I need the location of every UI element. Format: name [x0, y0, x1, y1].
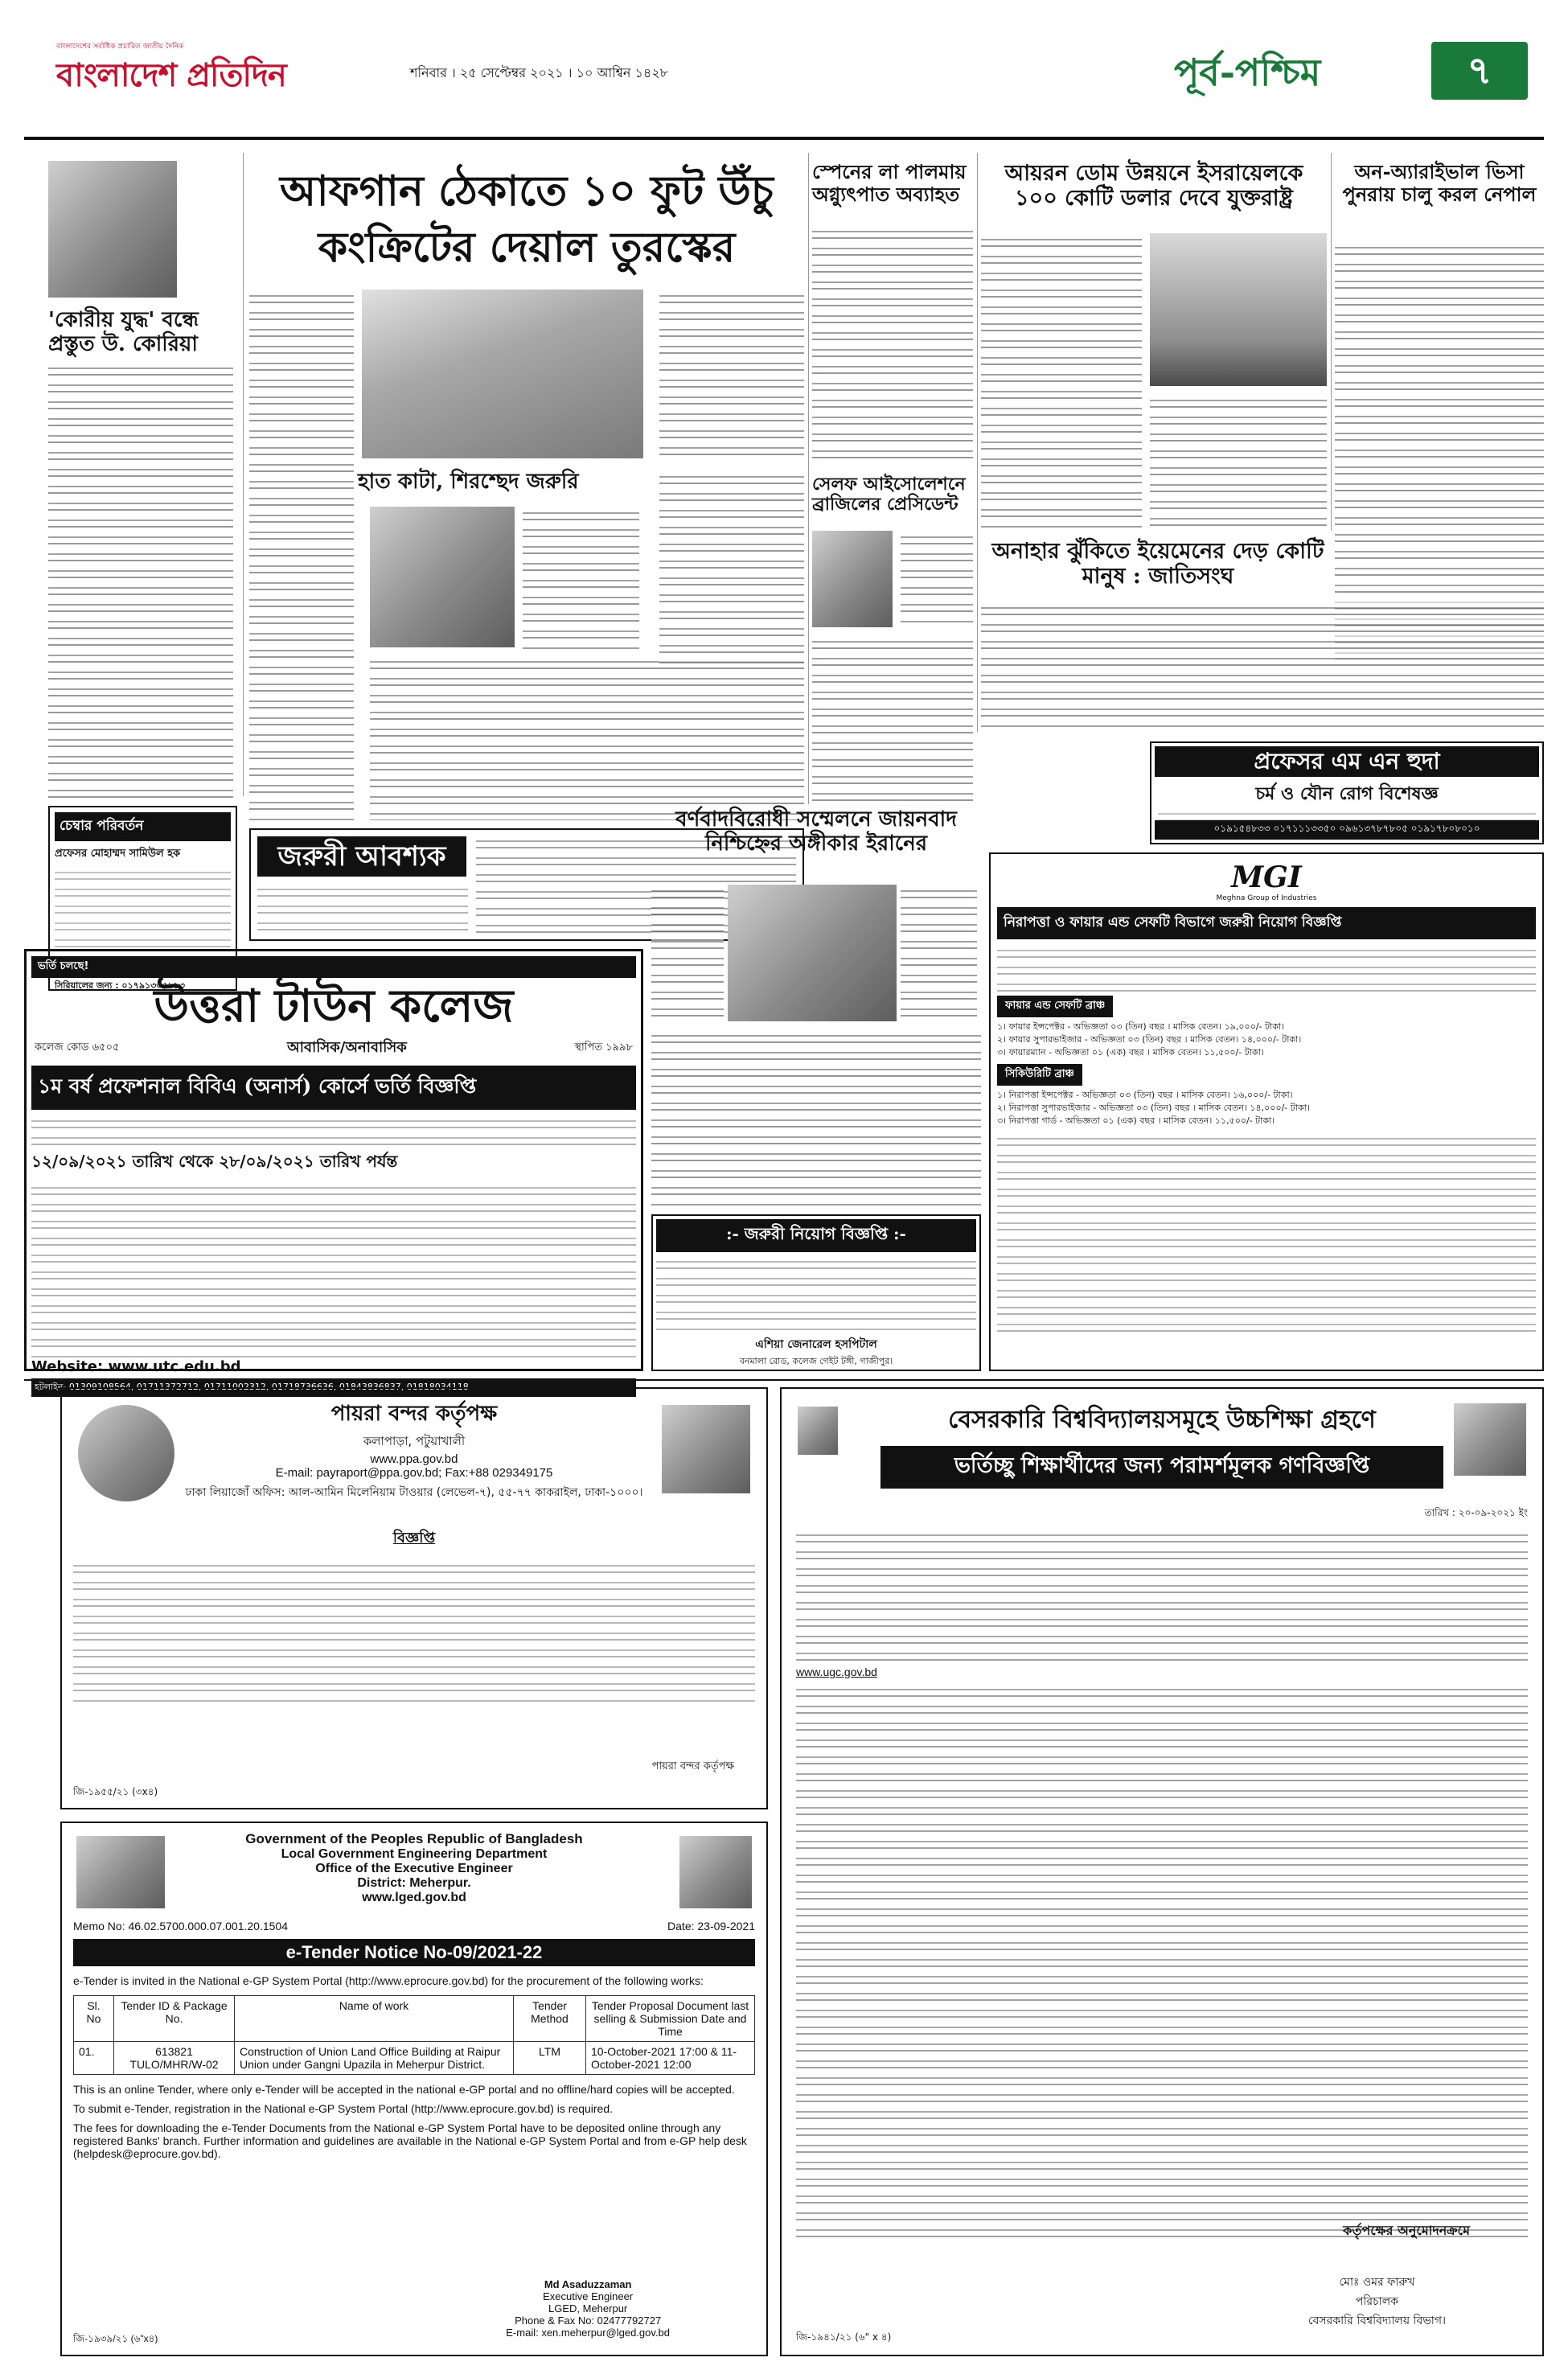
ugc-signer-dept: বেসরকারি বিশ্ববিদ্যালয় বিভাগ।	[1307, 2314, 1446, 2327]
lged-tender-ad	[60, 1822, 768, 2356]
afghan-body-col3	[659, 290, 804, 458]
masthead-date: শনিবার । ২৫ সেপ্টেম্বর ২০২১ । ১০ আশ্বিন ১৪২৮	[410, 65, 669, 80]
iran-body-c	[651, 1029, 981, 1206]
uttara-title: উত্তরা টাউন কলেজ	[154, 980, 514, 1033]
th-dates: Tender Proposal Document last selling & Submission Date and Time	[586, 1996, 755, 2042]
yemen-body	[981, 602, 1544, 730]
urgent-recruit-title: :- জরুরী নিয়োগ বিজ্ঞপ্তি :-	[656, 1219, 976, 1252]
uttara-website[interactable]: Website: www.utc.edu.bd	[31, 1358, 241, 1375]
lged-signer-title: Executive Engineer	[543, 2290, 634, 2302]
payra-port-ad	[60, 1387, 768, 1809]
payra-ref: জি-১৯৫৫/২১ (৩x৪)	[73, 1786, 158, 1797]
lged-memo: Memo No: 46.02.5700.000.07.001.20.1504	[73, 1920, 288, 1932]
lged-signer-phone: Phone & Fax No: 02477792727	[515, 2314, 662, 2327]
section-title: পূর্ব-পশ্চিম	[1174, 51, 1321, 94]
nepal-headline[interactable]: অন-অ্যারাইভাল ভিসা পুনরায় চালু করল নেপাল	[1342, 160, 1537, 206]
column-rule	[1331, 153, 1332, 531]
meghna-sec-post-1: ১। নিরাপত্তা ইন্সপেক্টর - অভিজ্ঞতা ০৩ (তিন) বছর । মাসিক বেতন। ১৬,০০০/- টাকা।	[997, 1090, 1293, 1100]
uttara-hotline: হটলাইন- 01309108564, 01711372712, 01711002312, 01718736636, 01843836837, 01818034118	[31, 1378, 636, 1397]
meghna-fire-post-3: ৩। ফায়ারম্যান - অভিজ্ঞতা ০১ (এক) বছর । মাসিক বেতন। ১১,৫০০/- টাকা।	[997, 1047, 1264, 1058]
brazil-body-b	[812, 635, 973, 808]
payra-signer: পায়রা বন্দর কর্তৃপক্ষ	[651, 1760, 734, 1772]
page-number-box	[1431, 42, 1528, 100]
payra-web[interactable]: www.ppa.gov.bd	[370, 1452, 458, 1466]
th-id: Tender ID & Package No.	[114, 1996, 235, 2042]
kim-yo-jong-photo	[48, 161, 177, 298]
urgent-recruit-hospital: এশিয়া জেনারেল হসপিটাল	[755, 1338, 877, 1351]
uttara-subtitle-row	[31, 1034, 636, 1062]
iron-dome-headline[interactable]: আয়রন ডোম উন্নয়নে ইসরায়েলকে ১০০ কোটি ডলার দেবে যুক্তরাষ্ট্র	[1004, 161, 1303, 212]
lged-district: District: Meherpur.	[357, 1876, 471, 1890]
cell-sl: 01.	[74, 2042, 114, 2075]
lged-note-1: This is an online Tender, where only e-Tender will be accepted in the national e-GP portal and no offline/hard copies will be accepted.	[73, 2083, 735, 2096]
payra-logo	[78, 1405, 174, 1501]
meghna-fire-post-2: ২। ফায়ার সুপারভাইজার - অভিজ্ঞতা ০৩ (তিন) বছর । মাসিক বেতন। ১৪,০০০/- টাকা।	[997, 1034, 1302, 1045]
section-rule	[24, 1379, 1544, 1381]
lged-notice: e-Tender Notice No-09/2021-22	[73, 1939, 755, 1966]
ugc-logo	[798, 1407, 838, 1455]
afghan-body-col2	[249, 290, 354, 820]
prof-huda-ad	[1150, 741, 1544, 844]
ugc-ref: জি-১৯৪১/২১ (৬" x ৪)	[796, 2331, 892, 2343]
afghan-wall-headline-2[interactable]: কংক্রিটের দেয়াল তুরস্কের	[318, 223, 736, 272]
lged-signer-org: LGED, Meherpur	[548, 2302, 628, 2314]
nepal-body	[1335, 241, 1544, 659]
ugc-signer-name: মোঃ ওমর ফারুখ	[1339, 2276, 1415, 2289]
ugc-authority: কর্তৃপক্ষের অনুমোদনক্রমে	[1343, 2223, 1470, 2238]
iron-dome-body-a	[981, 233, 1142, 531]
wall-photo	[362, 290, 643, 458]
uttara-notice: ১ম বর্ষ প্রফেশনাল বিবিএ (অনার্স) কোর্সে ভর্তি বিজ্ঞপ্তি	[31, 1066, 636, 1110]
meghna-branch-fire: ফায়ার এন্ড সেফটি ব্রাঞ্চ	[997, 996, 1113, 1017]
uttara-estd: স্থাপিত ১৯৯৮	[574, 1041, 633, 1054]
th-work: Name of work	[235, 1996, 514, 2042]
chamber-title: চেম্বার পরিবর্তন	[55, 812, 231, 841]
lged-office: Office of the Executive Engineer	[315, 1862, 513, 1875]
chamber-doctor: প্রফেসর মোহাম্মদ সামিউল হক	[55, 848, 181, 860]
masthead	[24, 24, 1544, 145]
cell-dates: 10-October-2021 17:00 & 11-October-2021 12:00	[586, 2042, 755, 2075]
afghan-body-col4	[659, 470, 804, 667]
masthead-logo[interactable]: বাংলাদেশ প্রতিদিন	[56, 56, 286, 94]
iran-body-a	[651, 885, 724, 1021]
uttara-college-ad	[24, 949, 643, 1392]
spain-body	[812, 225, 973, 466]
urgent-need-title: জরুরী আবশ্যক	[257, 836, 466, 877]
column-rule	[243, 153, 244, 796]
spain-headline[interactable]: স্পেনের লা পালমায় অগ্ন্যুৎপাত অব্যাহত	[812, 160, 967, 206]
iran-body-b	[901, 885, 977, 1021]
urgent-recruit-address: বনমালা রোড, কলেজ গেইট টঙ্গী, গাজীপুর।	[739, 1356, 893, 1366]
lged-intro: e-Tender is invited in the National e-GP System Portal (http://www.eprocure.gov.bd) for the procurement of the following works:	[73, 1974, 704, 1987]
meghna-sec-post-2: ২। নিরাপত্তা সুপারভাইজার - অভিজ্ঞতা ০৩ (তিন) বছর । মাসিক বেতন। ১৪,০০০/- টাকা।	[997, 1103, 1310, 1113]
tender-table-header	[74, 1996, 755, 2042]
bolsonaro-photo	[812, 531, 893, 627]
lged-signer-email[interactable]: E-mail: xen.meherpur@lged.gov.bd	[506, 2327, 670, 2339]
prof-huda-subtitle: চর্ম ও যৌন রোগ বিশেষজ্ঞ	[1255, 783, 1439, 804]
column-rule	[808, 153, 809, 804]
hand-cut-body-b	[370, 655, 804, 820]
payra-dhaka: ঢাকা লিয়াজোঁ অফিস: আল-আমিন মিলেনিয়াম টাওয়ার (লেভেল-৭), ৫৫-৭৭ কাকরাইল, ঢাকা-১০০০।	[185, 1486, 643, 1499]
lged-ref: জি-১৯৩৯/২১ (৬"x৪)	[73, 2333, 158, 2344]
meghna-logo: MGI	[1231, 860, 1302, 894]
ugc-mujib-logo	[1454, 1403, 1526, 1476]
meghna-branch-security: সিকিউরিটি ব্রাঞ্চ	[997, 1064, 1082, 1086]
brazil-body-a	[901, 531, 973, 627]
hand-cut-body-a	[523, 507, 639, 651]
uttara-top-strip: ভর্তি চলছে!	[31, 956, 636, 978]
table-row	[74, 2042, 755, 2075]
prof-huda-title: প্রফেসর এম এন হুদা	[1155, 746, 1539, 777]
mujib-logo	[662, 1405, 750, 1493]
column-rule	[977, 153, 978, 732]
lged-mujib-logo	[679, 1836, 752, 1908]
ugc-date: তারিখ : ২০-০৯-২০২১ ইং	[1424, 1507, 1528, 1518]
meghna-fire-post-1: ১। ফায়ার ইন্সপেক্টর - অভিজ্ঞতা ০৩ (তিন) বছর । মাসিক বেতন। ১৯,০০০/- টাকা।	[997, 1021, 1285, 1032]
cell-method: LTM	[514, 2042, 586, 2075]
ugc-notice-ad	[780, 1387, 1544, 2356]
meghna-sec-post-3: ৩। নিরাপত্তা গার্ড - অভিজ্ঞতা ০১ (এক) বছর । মাসিক বেতন। ১১,৫০০/- টাকা।	[997, 1115, 1275, 1126]
uttara-residential: আবাসিক/অনাবাসিক	[286, 1039, 407, 1056]
brazil-headline[interactable]: সেলফ আইসোলেশনে ব্রাজিলের প্রেসিডেন্ট	[812, 474, 966, 515]
iron-dome-body-b	[1150, 394, 1327, 531]
ugc-web[interactable]: www.ugc.gov.bd	[796, 1665, 877, 1678]
lged-note-3: The fees for downloading the e-Tender Documents from the National e-GP System Portal have to be deposited online through any registered Banks' branch. Further information and guidelines are available in the National e-GP System Portal and from e-GP help desk (helpdesk@eprocure.gov.bd).	[73, 2121, 747, 2160]
payra-place: কলাপাড়া, পটুয়াখালী	[363, 1434, 466, 1448]
lged-memo-row	[73, 1920, 755, 1932]
uttara-dates: ১২/০৯/২০২১ তারিখ থেকে ২৮/০৯/২০২১ তারিখ পর্যন্ত	[31, 1152, 398, 1171]
meghna-group-name: Meghna Group of Industries	[1216, 894, 1317, 902]
masthead-tagline: বাংলাদেশের সর্বাধিক প্রচারিত জাতীয় দৈনিক	[56, 43, 184, 51]
iron-dome-photo	[1150, 233, 1327, 386]
lged-gov: Government of the Peoples Republic of Bangladesh	[245, 1831, 583, 1846]
lged-signer-name: Md Asaduzzaman	[544, 2278, 632, 2290]
korea-body	[48, 362, 233, 800]
afghan-wall-headline-1[interactable]: আফগান ঠেকাতে ১০ ফুট উঁচু	[280, 166, 774, 216]
cell-id: 613821 TULO/MHR/W-02	[114, 2042, 235, 2075]
prof-huda-phones: ০১৯১৫৪৮৩৩ ০১৭১১১৩৩৫০ ০৯৬১৩৭৮৭৮০৫ ০১৯১৭৮০৮০১০	[1155, 820, 1539, 840]
ugc-signer-title: পরিচালক	[1355, 2295, 1398, 2308]
tender-table	[73, 1995, 755, 2075]
th-method: Tender Method	[514, 1996, 586, 2042]
lged-dept: Local Government Engineering Department	[281, 1847, 548, 1861]
lged-logo	[76, 1836, 165, 1908]
lged-signature	[506, 2278, 670, 2339]
uttara-code: কলেজ কোড ৬৫০৫	[35, 1041, 120, 1054]
yemen-headline[interactable]: অনাহার ঝুঁকিতে ইয়েমেনের দেড় কোটি মানুষ : জাতিসংঘ	[991, 539, 1324, 589]
meghna-ad	[989, 852, 1544, 1371]
lged-web[interactable]: www.lged.gov.bd	[362, 1891, 466, 1904]
ugc-title-2: ভর্তিচ্ছু শিক্ষার্থীদের জন্য পরামর্শমূলক গণবিজ্ঞপ্তি	[880, 1446, 1443, 1489]
payra-notice-label: বিজ্ঞপ্তি	[392, 1530, 436, 1546]
page-number: ৭	[1467, 48, 1492, 93]
iran-headline[interactable]: বর্ণবাদবিরোধী সম্মেলনে জায়নবাদ নিশ্চিহ্নের অঙ্গীকার ইরানের	[675, 807, 957, 856]
iran-photo	[728, 885, 897, 1021]
chamber-serial: সিরিয়ালের জন্য : ০১৭৯১৩৩৫৯১৩	[55, 980, 186, 991]
ugc-title-1: বেসরকারি বিশ্ববিদ্যালয়সমূহে উচ্চশিক্ষা গ্রহণে	[948, 1406, 1376, 1434]
korea-headline[interactable]: 'কোরীয় যুদ্ধ' বন্ধে প্রস্তুত উ. কোরিয়া	[48, 308, 199, 356]
lged-date: Date: 23-09-2021	[667, 1920, 755, 1932]
ugc-signature	[1308, 2273, 1446, 2331]
urgent-recruit-ad	[651, 1214, 981, 1371]
taliban-leader-photo	[370, 507, 515, 647]
hand-cut-caption[interactable]: হাত কাটা, শিরশ্ছেদ জরুরি	[358, 470, 579, 494]
th-sl: Sl. No	[74, 1996, 114, 2042]
payra-title: পায়রা বন্দর কর্তৃপক্ষ	[330, 1402, 498, 1426]
lged-note-2: To submit e-Tender, registration in the National e-GP System Portal (http://www.eprocure.gov.bd) is required.	[73, 2102, 614, 2115]
meghna-title: নিরাপত্তা ও ফায়ার এন্ড সেফটি বিভাগে জরুরী নিয়োগ বিজ্ঞপ্তি	[997, 907, 1536, 939]
masthead-rule	[24, 137, 1544, 140]
payra-email[interactable]: E-mail: payraport@ppa.gov.bd; Fax:+88 029349175	[275, 1466, 553, 1480]
cell-work: Construction of Union Land Office Building at Raipur Union under Gangni Upazila in Meherpur District.	[235, 2042, 514, 2075]
